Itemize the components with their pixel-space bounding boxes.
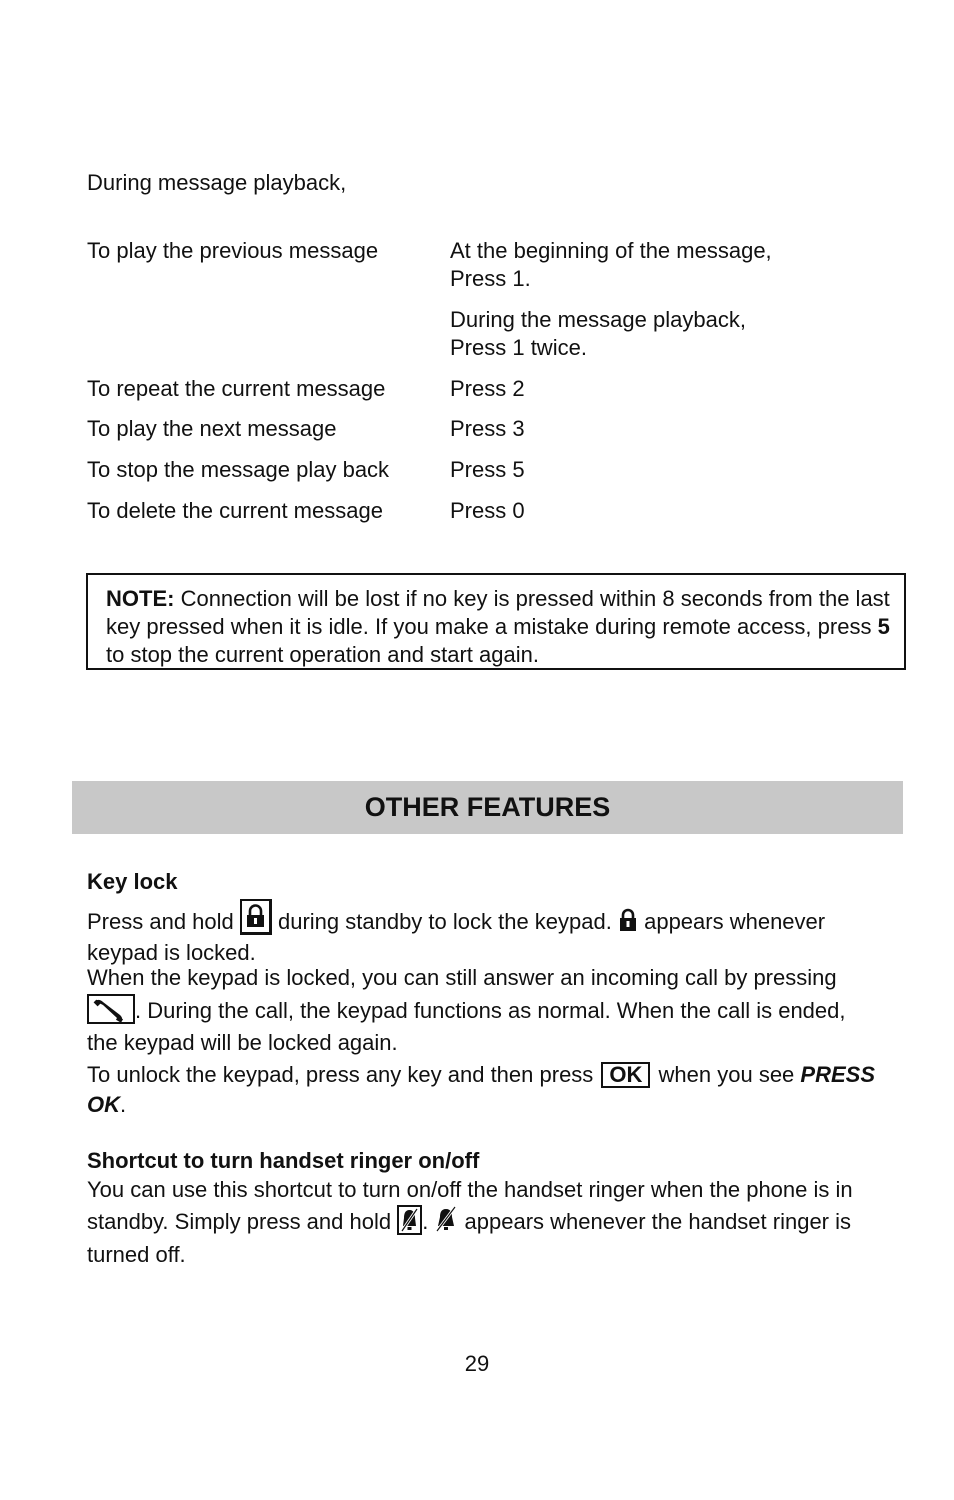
note-key: 5 [877, 614, 890, 639]
lock-key-icon [240, 899, 272, 935]
ringer-heading: Shortcut to turn handset ringer on/off [87, 1148, 480, 1173]
row-label-stop: To stop the message play back [87, 457, 390, 482]
ringer-p-c: appears whenever the handset ringer is turned off. [87, 1209, 852, 1267]
row-value-next: Press 3 [450, 416, 525, 441]
row-label-next: To play the next message [87, 416, 337, 441]
section-title: OTHER FEATURES [72, 781, 903, 834]
row-label-delete: To delete the current message [87, 498, 383, 523]
row-value-previous-1: At the beginning of the message, Press 1. [450, 238, 772, 291]
key-lock-p3-b: when you see [652, 1062, 801, 1087]
row-value-repeat: Press 2 [450, 376, 525, 401]
press-ok-text: PRESS OK [87, 1062, 875, 1117]
key-lock-paragraph-1 [87, 899, 877, 967]
note-body-2: to stop the current operation and start again. [106, 642, 539, 667]
ringer-p-b: . [422, 1209, 435, 1234]
intro-text: During message playback, [87, 170, 347, 195]
key-lock-heading: Key lock [87, 869, 178, 894]
key-lock-p1-c: appears whenever keypad is locked. [87, 909, 826, 965]
row-label-repeat: To repeat the current message [87, 376, 386, 401]
key-lock-paragraph-2 [87, 962, 877, 1059]
row-label-previous: To play the previous message [87, 238, 379, 263]
row-value-delete: Press 0 [450, 498, 525, 523]
row-value-previous-2: During the message playback, Press 1 twice. [450, 307, 746, 360]
ok-key-icon: OK [601, 1062, 650, 1088]
ringer-paragraph [87, 1175, 877, 1270]
row-value-stop: Press 5 [450, 457, 525, 482]
page-number: 29 [464, 1351, 490, 1376]
key-lock-p1-a: Press and hold [87, 909, 240, 934]
key-lock-p1-b: during standby to lock the keypad. [271, 909, 618, 934]
note-box [86, 573, 906, 670]
note-body-1: Connection will be lost if no key is pressed within 8 seconds from the last key pressed when it is idle. If you make a mistake during remote access, press [106, 586, 890, 639]
note-label: NOTE: [106, 586, 175, 611]
key-lock-p3-a: To unlock the keypad, press any key and then press [87, 1062, 600, 1087]
lock-status-icon [618, 908, 638, 939]
ringer-off-status-icon [434, 1206, 458, 1240]
key-lock-p3-c: . [120, 1092, 127, 1117]
note-text [106, 585, 896, 669]
key-lock-p2-b: . During the call, the keypad functions as normal. When the call is ended, the keypad will be locked again. [87, 998, 846, 1055]
talk-key-icon [87, 994, 135, 1024]
ringer-p-a: You can use this shortcut to turn on/off the handset ringer when the phone is in standby. Simply press and hold [87, 1177, 853, 1234]
key-lock-paragraph-3 [87, 1060, 877, 1120]
key-lock-p2-a: When the keypad is locked, you can still answer an incoming call by pressing [87, 965, 837, 990]
ringer-off-key-icon [397, 1205, 422, 1235]
